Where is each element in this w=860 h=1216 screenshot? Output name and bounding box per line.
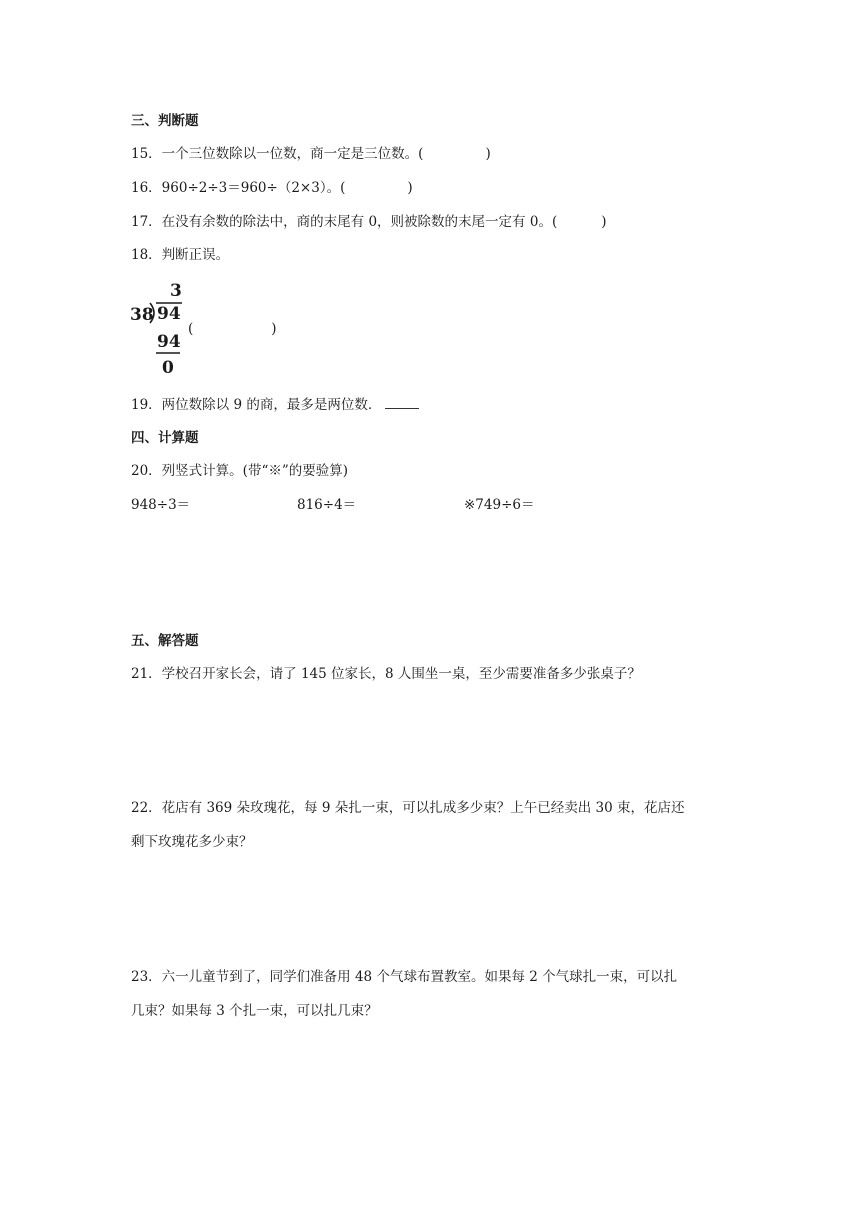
question-17 [131, 213, 607, 231]
question-17-close-paren: ) [601, 214, 607, 230]
question-22-line-2: 剩下玫瑰花多少束？ [131, 834, 253, 850]
calc-item-3: ※749÷6＝ [464, 497, 535, 513]
division-dividend: 94 [157, 304, 181, 324]
question-16 [131, 179, 413, 197]
question-16-text: 16．960÷2÷3＝960÷（2×3）。( [131, 180, 346, 196]
question-16-close-paren: ) [407, 180, 413, 196]
section-4-heading: 四、计算题 [131, 430, 199, 446]
question-22-line-1: 22．花店有 369 朵玫瑰花，每 9 朵扎一束，可以扎成多少束？上午已经卖出 30 束，花店还 [131, 800, 685, 816]
division-divisor: 38 [130, 305, 154, 325]
division-remainder: 0 [162, 358, 174, 378]
question-18-close-paren: ) [271, 321, 277, 337]
division-quotient: 3 [170, 281, 182, 301]
question-18-open-paren: ( [188, 321, 194, 337]
section-5-heading: 五、解答题 [131, 633, 199, 649]
question-15-text: 15．一个三位数除以一位数，商一定是三位数。( [131, 146, 424, 162]
question-21: 21．学校召开家长会，请了 145 位家长，8 人围坐一桌，至少需要准备多少张桌子？ [131, 666, 641, 682]
question-19 [131, 396, 419, 414]
question-17-text: 17．在没有余数的除法中，商的末尾有 0，则被除数的末尾一定有 0。( [131, 214, 558, 230]
question-20: 20．列竖式计算。(带“※”的要验算) [131, 463, 349, 479]
calc-item-1: 948÷3＝ [131, 497, 191, 513]
question-19-answer-blank [385, 396, 419, 409]
question-18-answer-paren [188, 320, 277, 338]
calc-item-2: 816÷4＝ [297, 497, 357, 513]
question-23-line-1: 23．六一儿童节到了，同学们准备用 48 个气球布置教室。如果每 2 个气球扎一束，可以扎 [131, 969, 678, 985]
question-18: 18．判断正误。 [131, 247, 230, 263]
section-3-heading: 三、判断题 [131, 113, 199, 129]
question-23-line-2: 几束？如果每 3 个扎一束，可以扎几束？ [131, 1003, 378, 1019]
division-product: 94 [157, 332, 181, 352]
question-15 [131, 145, 491, 163]
question-19-text: 19．两位数除以 9 的商，最多是两位数． [131, 397, 382, 413]
question-15-close-paren: ) [485, 146, 491, 162]
